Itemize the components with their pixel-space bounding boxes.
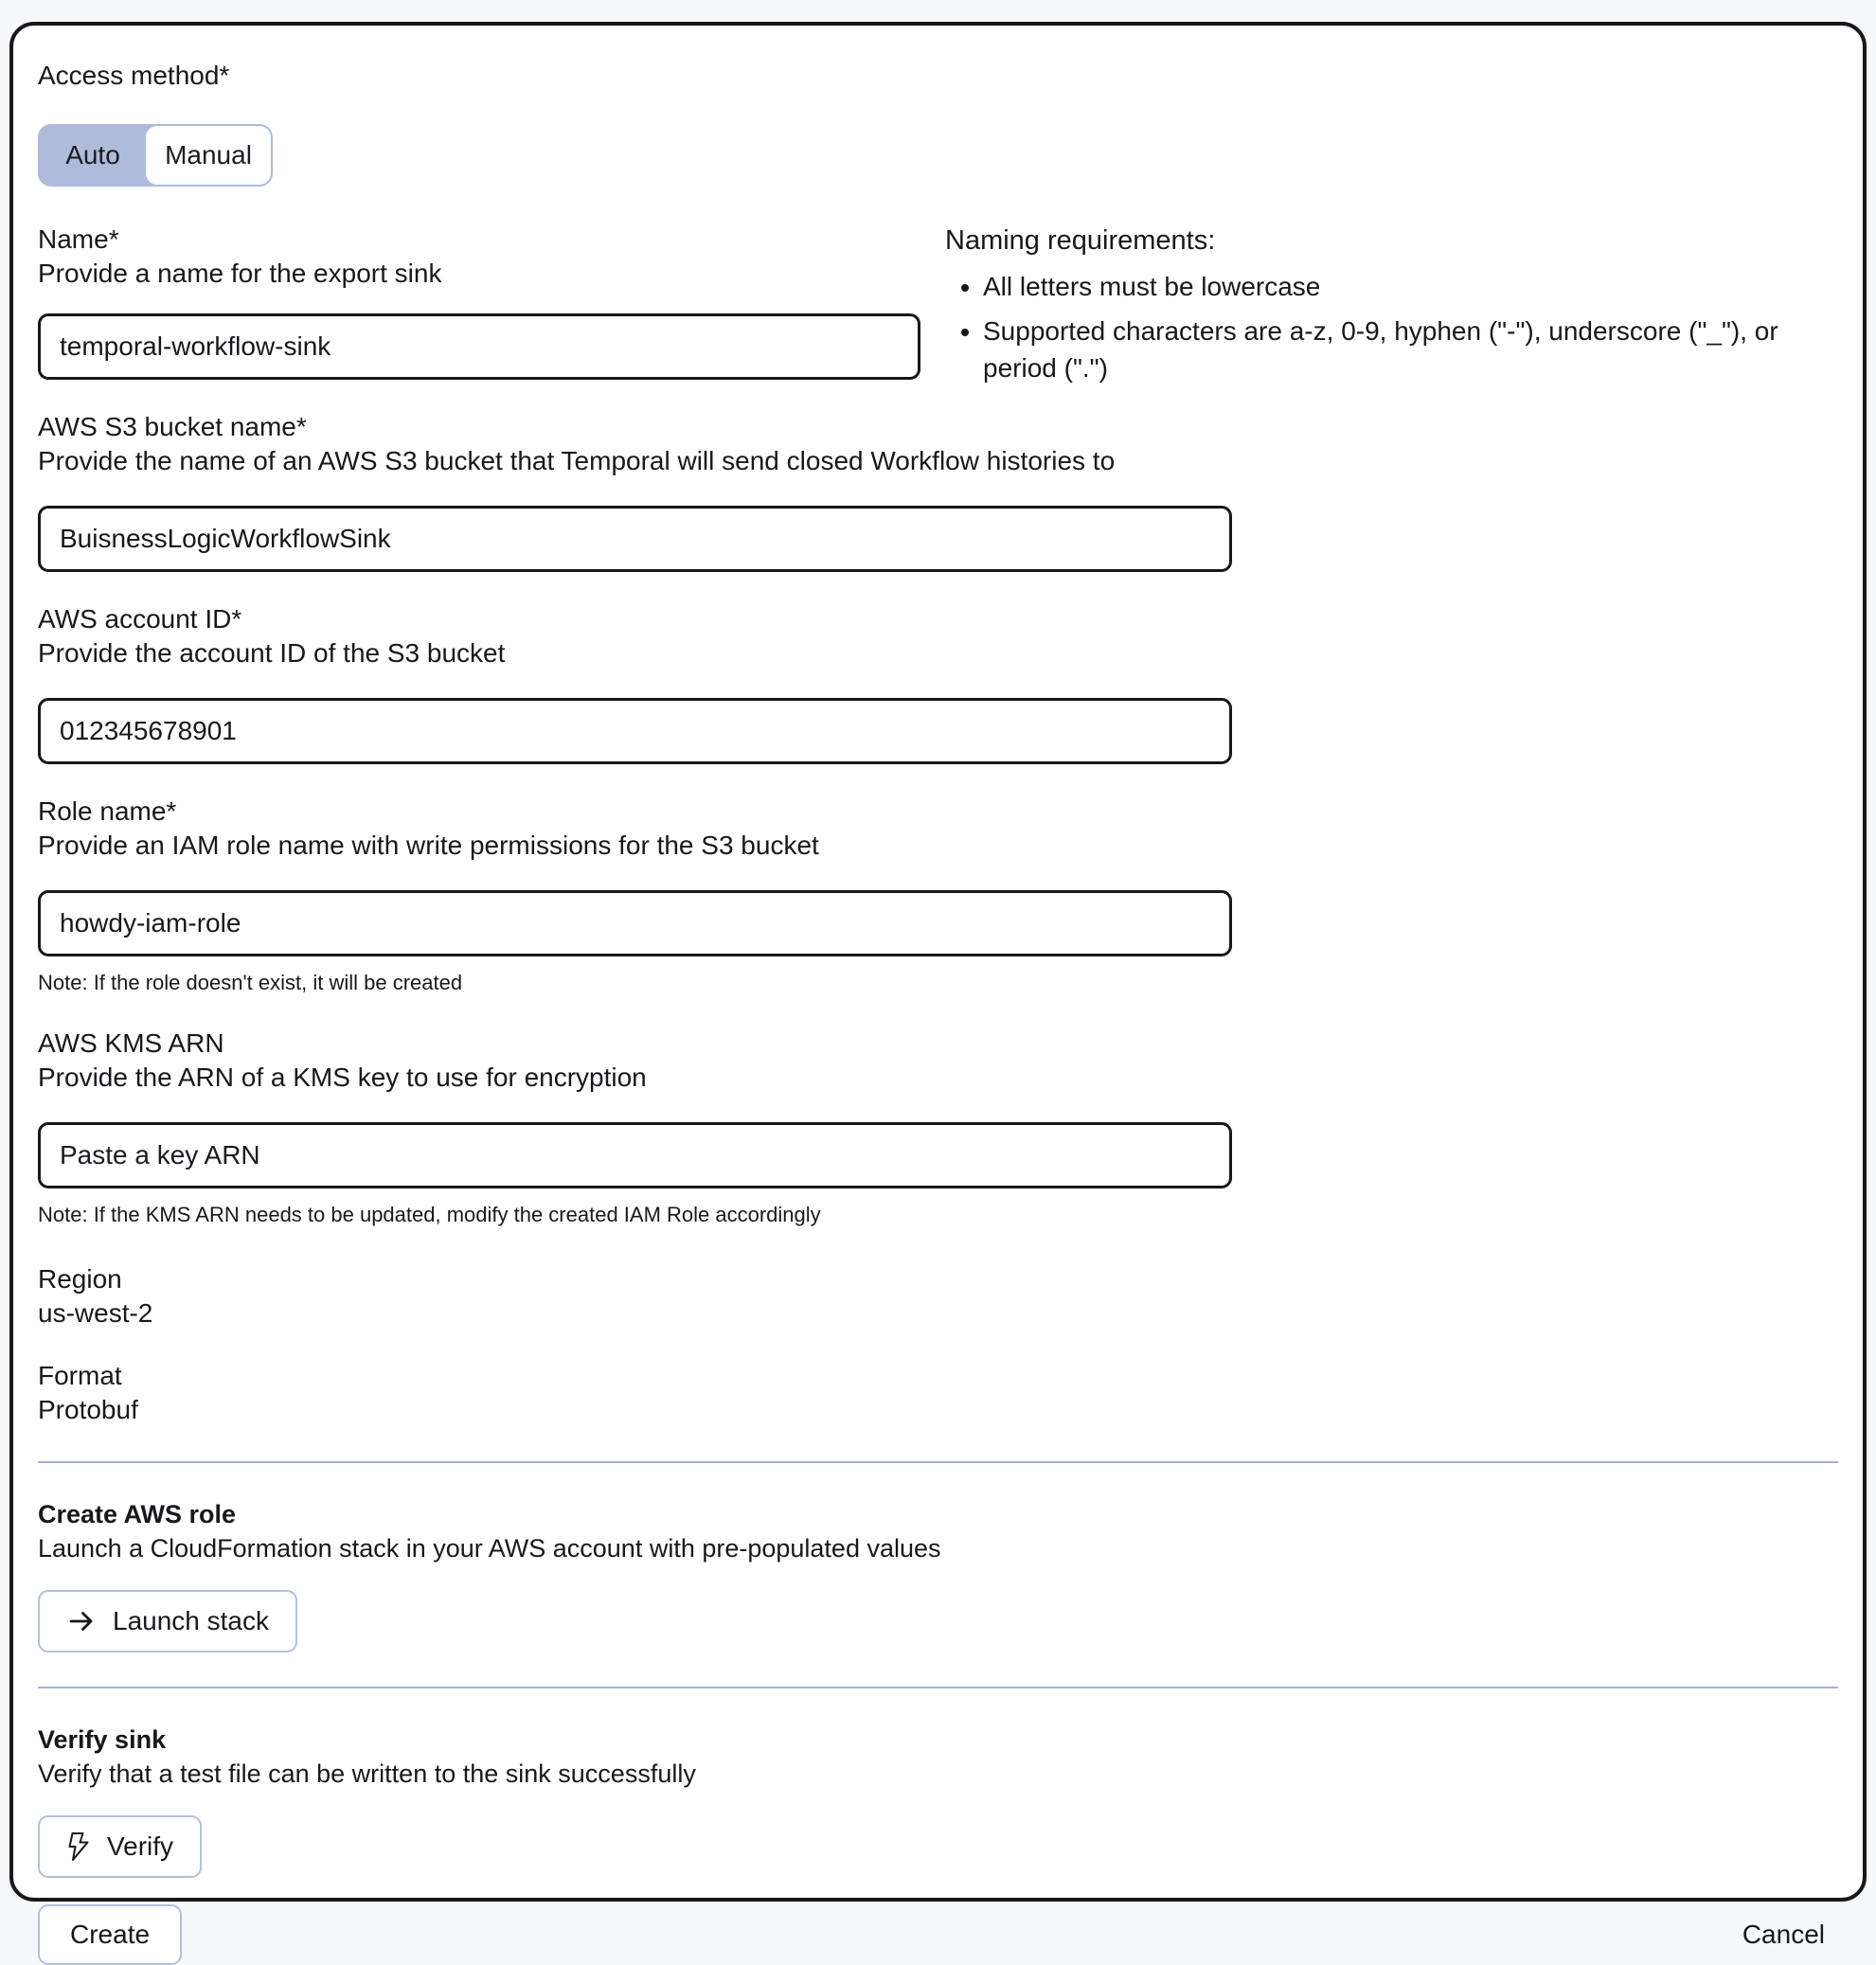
naming-requirements-list bbox=[945, 268, 1838, 386]
account-id-description: Provide the account ID of the S3 bucket bbox=[38, 638, 506, 668]
cancel-button[interactable]: Cancel bbox=[1729, 1920, 1838, 1950]
launch-stack-button-label: Launch stack bbox=[113, 1606, 269, 1635]
account-id-label: AWS account ID* bbox=[38, 604, 242, 634]
name-input[interactable] bbox=[38, 313, 920, 380]
naming-requirement-item: • All letters must be lowercase bbox=[983, 268, 1838, 305]
create-aws-role-title: Create AWS role bbox=[38, 1500, 237, 1528]
section-divider bbox=[38, 1461, 1838, 1463]
s3-bucket-description: Provide the name of an AWS S3 bucket that Temporal will send closed Workflow histories to bbox=[38, 446, 1116, 475]
name-and-requirements-row bbox=[38, 223, 1838, 410]
kms-arn-input[interactable] bbox=[38, 1122, 1232, 1188]
launch-stack-button[interactable] bbox=[38, 1590, 297, 1652]
kms-arn-note: Note: If the KMS ARN needs to be updated, modify the created IAM Role accordingly bbox=[38, 1203, 821, 1226]
form-footer bbox=[38, 1904, 1838, 1965]
access-method-option-auto[interactable]: Auto bbox=[40, 126, 146, 185]
account-id-input[interactable] bbox=[38, 698, 1232, 764]
verify-sink-section bbox=[38, 1723, 1838, 1878]
s3-bucket-label: AWS S3 bucket name* bbox=[38, 412, 307, 441]
account-id-field-group bbox=[38, 602, 1838, 764]
create-button-label: Create bbox=[70, 1920, 151, 1949]
format-value: Protobuf bbox=[38, 1395, 138, 1424]
name-label: Name* bbox=[38, 224, 119, 254]
s3-bucket-input[interactable] bbox=[38, 506, 1232, 572]
verify-sink-title: Verify sink bbox=[38, 1725, 167, 1754]
access-method-label: Access method* bbox=[38, 61, 230, 90]
region-readonly-group bbox=[38, 1262, 1838, 1331]
name-description: Provide a name for the export sink bbox=[38, 259, 442, 288]
verify-sink-description: Verify that a test file can be written to the sink successfully bbox=[38, 1760, 696, 1788]
role-name-input[interactable] bbox=[38, 890, 1232, 956]
role-name-description: Provide an IAM role name with write permissions for the S3 bucket bbox=[38, 831, 819, 860]
arrow-right-icon bbox=[66, 1606, 97, 1636]
region-value: us-west-2 bbox=[38, 1298, 153, 1328]
export-sink-form-card bbox=[9, 22, 1867, 1949]
access-method-option-manual[interactable]: Manual bbox=[146, 126, 271, 185]
kms-arn-description: Provide the ARN of a KMS key to use for encryption bbox=[38, 1063, 647, 1092]
s3-bucket-field-group bbox=[38, 410, 1838, 572]
verify-button[interactable] bbox=[38, 1815, 202, 1878]
create-aws-role-section bbox=[38, 1497, 1838, 1652]
access-method-toggle bbox=[38, 124, 273, 187]
kms-arn-field-group bbox=[38, 1027, 1838, 1228]
verify-button-label: Verify bbox=[107, 1831, 174, 1861]
create-button[interactable] bbox=[38, 1904, 182, 1965]
format-label: Format bbox=[38, 1361, 122, 1390]
create-aws-role-description: Launch a CloudFormation stack in your AWS account with pre-populated values bbox=[38, 1534, 941, 1563]
role-name-field-group bbox=[38, 795, 1838, 996]
lightning-icon bbox=[66, 1831, 91, 1862]
naming-requirements-title: Naming requirements: bbox=[945, 225, 1216, 256]
section-divider bbox=[38, 1687, 1838, 1688]
name-field-group bbox=[38, 223, 920, 380]
kms-arn-label: AWS KMS ARN bbox=[38, 1028, 224, 1058]
role-name-note: Note: If the role doesn't exist, it will be created bbox=[38, 971, 463, 994]
naming-requirement-item: • Supported characters are a-z, 0-9, hyphen ("-"), underscore ("_"), or period (".") bbox=[983, 313, 1838, 386]
region-label: Region bbox=[38, 1264, 122, 1294]
format-readonly-group bbox=[38, 1359, 1838, 1427]
role-name-label: Role name* bbox=[38, 796, 177, 826]
naming-requirements bbox=[945, 223, 1838, 394]
